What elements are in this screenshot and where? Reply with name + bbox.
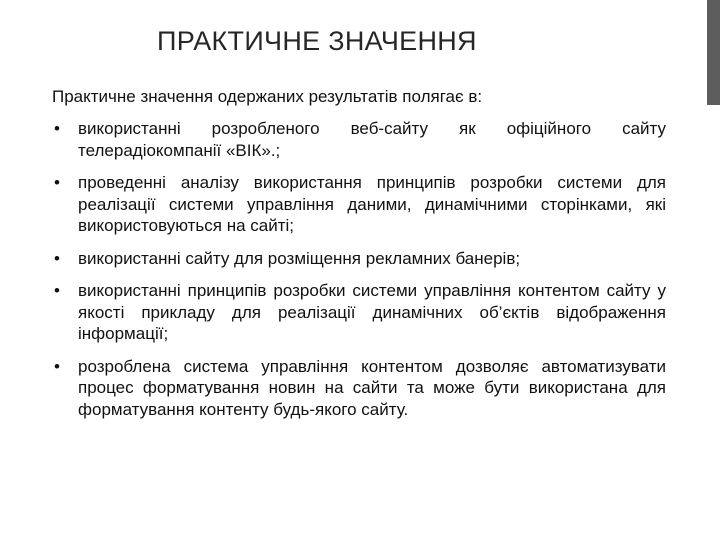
bullet-item <box>52 118 666 161</box>
bullet-item <box>52 356 666 421</box>
bullet-marker: • <box>54 119 60 138</box>
intro-text: Практичне значення одержаних результатів полягає в: <box>52 87 483 106</box>
scrollbar-thumb[interactable] <box>707 0 720 105</box>
bullet-text: використанні принципів розробки системи управління контентом сайту у якості прикладу для реалізації динамічних об’єктів відображення інформації; <box>78 281 666 343</box>
bullet-text: проведенні аналізу використання принципів розробки системи для реалізації системи управління даними, динамічними сторінками, які використовуються на сайті; <box>78 173 666 235</box>
slide-body <box>52 86 666 431</box>
bullet-text: розроблена система управління контентом дозволяє автоматизувати процес форматування новин на сайти та може бути використана для форматування контенту будь-якого сайту. <box>78 356 666 419</box>
bullet-text: використанні розробленого веб-сайту як офіційного сайту телерадіокомпанії «ВІК».; <box>78 119 666 160</box>
bullet-list <box>52 118 666 420</box>
bullet-item <box>52 248 666 270</box>
bullet-item <box>52 172 666 237</box>
bullet-marker: • <box>54 248 60 268</box>
bullet-text: використанні сайту для розміщення рекламних банерів; <box>78 248 521 268</box>
bullet-marker: • <box>54 173 60 192</box>
bullet-marker: • <box>54 281 60 300</box>
slide-title: ПРАКТИЧНЕ ЗНАЧЕННЯ <box>157 26 477 56</box>
bullet-item <box>52 280 666 345</box>
bullet-marker: • <box>54 356 60 376</box>
